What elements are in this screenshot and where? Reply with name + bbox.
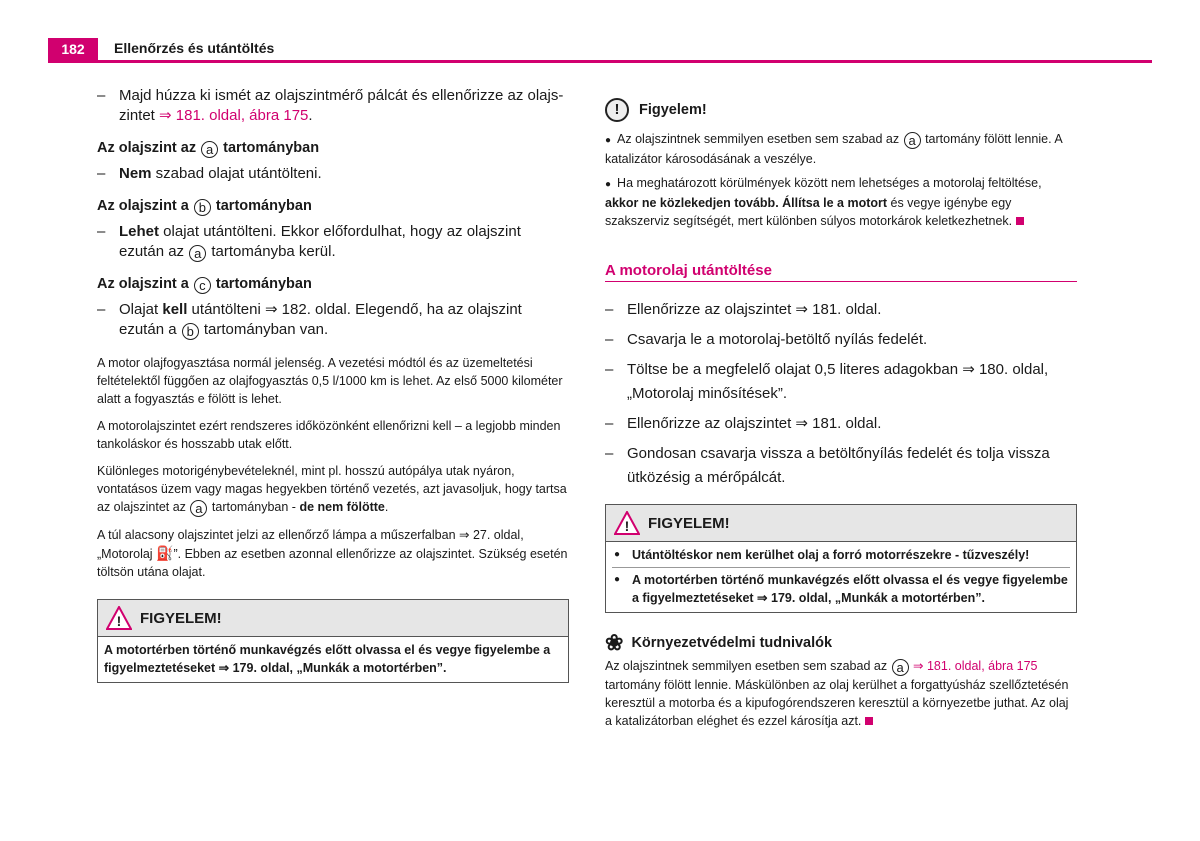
svg-text:!: ! (116, 613, 122, 629)
warning-triangle-icon (614, 511, 640, 535)
exclamation-icon: ! (605, 98, 629, 122)
range-badge-a: a (201, 141, 218, 158)
page-number: 182 (48, 38, 98, 60)
range-badge-a: a (892, 659, 909, 676)
range-a-item: – Nem szabad olajat utántölteni. (97, 164, 569, 184)
reference-link[interactable]: ⇒ 181. oldal, ábra 175 (159, 107, 309, 124)
warning-item: ● A motortérben történő munkavégzés előtt olvassa el és vegye figyelembe a figyelmeztetéseket ⇒ 179. oldal, „Munkák a motortérben”. (612, 567, 1070, 607)
chapter-title: Ellenőrzés és utántöltés (114, 40, 275, 56)
paragraph-check-interval: A motorolajszintet ezért rendszeres időközönként ellenőrizni kell – a legjobb minden tankoláskor és hosszabb utak előtt. (97, 419, 561, 451)
heading-range-c: Az olajszint a c tartományban (97, 276, 312, 293)
warning-box (97, 599, 569, 683)
range-c-item: – Olajat kell utántölteni ⇒ 182. oldal. Elegendő, ha az olajszint ezután a b tartományban van. (97, 300, 569, 340)
warning-header: ! FIGYELEM! (606, 505, 1076, 542)
warning-item: ● Utántöltéskor nem kerülhet olaj a forró motorrészekre - tűzveszély! (612, 546, 1070, 564)
step-item: – Csavarja le a motorolaj-betöltő nyílás fedelét. (605, 328, 1077, 352)
step-item: – Töltse be a megfelelő olajat 0,5 literes adagokban ⇒ 180. oldal, „Motorolaj minősítések”. (605, 358, 1077, 406)
attention-item: ● Az olajszintnek semmilyen esetben sem szabad az a tartomány fölött lennie. A katalizátor károsodásának a veszélye. (605, 132, 1062, 166)
range-badge-a: a (190, 500, 207, 517)
oil-can-icon: ⛽ (156, 545, 174, 561)
environment-text: Az olajszintnek semmilyen esetben sem szabad az a ⇒ 181. oldal, ábra 175 tartomány fölött lennie. Máskülönben az olaj kerülhet a forgattyúsház szellőztetésén keresztül a motorba és a kipufogórendszeren keresztül a környezetbe juthat. Az olaj a katalizátorban eléghet és ezzel károsítja azt. (605, 659, 1069, 728)
range-badge-c: c (194, 277, 211, 294)
range-badge-a: a (189, 245, 206, 262)
left-column (97, 86, 569, 683)
paragraph-special-conditions: Különleges motorigénybevételeknél, mint pl. hosszú autópálya utak nyáron, vontatásos üzem vagy magas hegyekben történő vezetés, azt javasoljuk, hogy tartsa az olajszintet az a tartományban - de nem fölötte. (97, 464, 567, 516)
heading-range-b: Az olajszint a b tartományban (97, 198, 312, 215)
range-b-item: – Lehet olajat utántölteni. Ekkor előfordulhat, hogy az olajszint ezután az a tartományba kerül. (97, 222, 569, 262)
warning-text: A motortérben történő munkavégzés előtt olvassa el és vegye figyelembe a figyelmeztetéseket ⇒ 179. oldal, „Munkák a motortérben”. (104, 643, 551, 675)
environment-header: ❀ Környezetvédelmi tudnivalók (605, 630, 833, 655)
section-title: A motorolaj utántöltése (605, 262, 1077, 282)
flower-icon: ❀ (605, 630, 624, 655)
step-item: – Gondosan csavarja vissza a betöltőnyílás fedelét és tolja vissza ütközésig a mérőpálcát. (605, 442, 1077, 490)
range-badge-b: b (194, 199, 211, 216)
attention-header: ! Figyelem! (605, 98, 1077, 122)
right-column (605, 92, 1077, 730)
attention-item: ● Ha meghatározott körülmények között nem lehetséges a motorolaj feltöltése, akkor ne közlekedjen tovább. Állítsa le a motort és vegye igénybe egy szakszerviz segítségét, mert különben súlyos motorkárok keletkezhetnek. (605, 176, 1042, 228)
warning-box (605, 504, 1077, 613)
paragraph-low-oil: A túl alacsony olajszintet jelzi az ellenőrző lámpa a műszerfalban ⇒ 27. oldal, „Motorolaj ⛽”. Ebben az esetben azonnal ellenőrizze az olajszintet. Szükség esetén töltsön utána olajat. (97, 528, 568, 579)
paragraph-consumption: A motor olajfogyasztása normál jelenség. A vezetési módtól és az üzemeltetési feltételektől függően az olajfogyasztás 0,5 l/1000 km is lehet. Az első 5000 kilométer alatt a fogyasztás e fölött is lehet. (97, 356, 563, 406)
warning-list (606, 542, 1076, 612)
step-item: – Ellenőrizze az olajszintet ⇒ 181. oldal. (605, 412, 1077, 436)
svg-text:!: ! (624, 518, 630, 534)
reference-link[interactable]: ⇒ 181. oldal, ábra 175 (909, 659, 1038, 673)
warning-triangle-icon (106, 606, 132, 630)
range-badge-b: b (182, 323, 199, 340)
page-header (48, 38, 1152, 63)
end-mark-icon (1016, 217, 1024, 225)
heading-range-a: Az olajszint az a tartományban (97, 140, 320, 157)
end-mark-icon (865, 717, 873, 725)
range-badge-a: a (904, 132, 921, 149)
intro-step: – Majd húzza ki ismét az olajszintmérő pálcát és ellenőrizze az olajs-zintet ⇒ 181. oldal, ábra 175. (97, 86, 569, 126)
warning-header: ! FIGYELEM! (98, 600, 568, 637)
step-item: – Ellenőrizze az olajszintet ⇒ 181. oldal. (605, 298, 1077, 322)
